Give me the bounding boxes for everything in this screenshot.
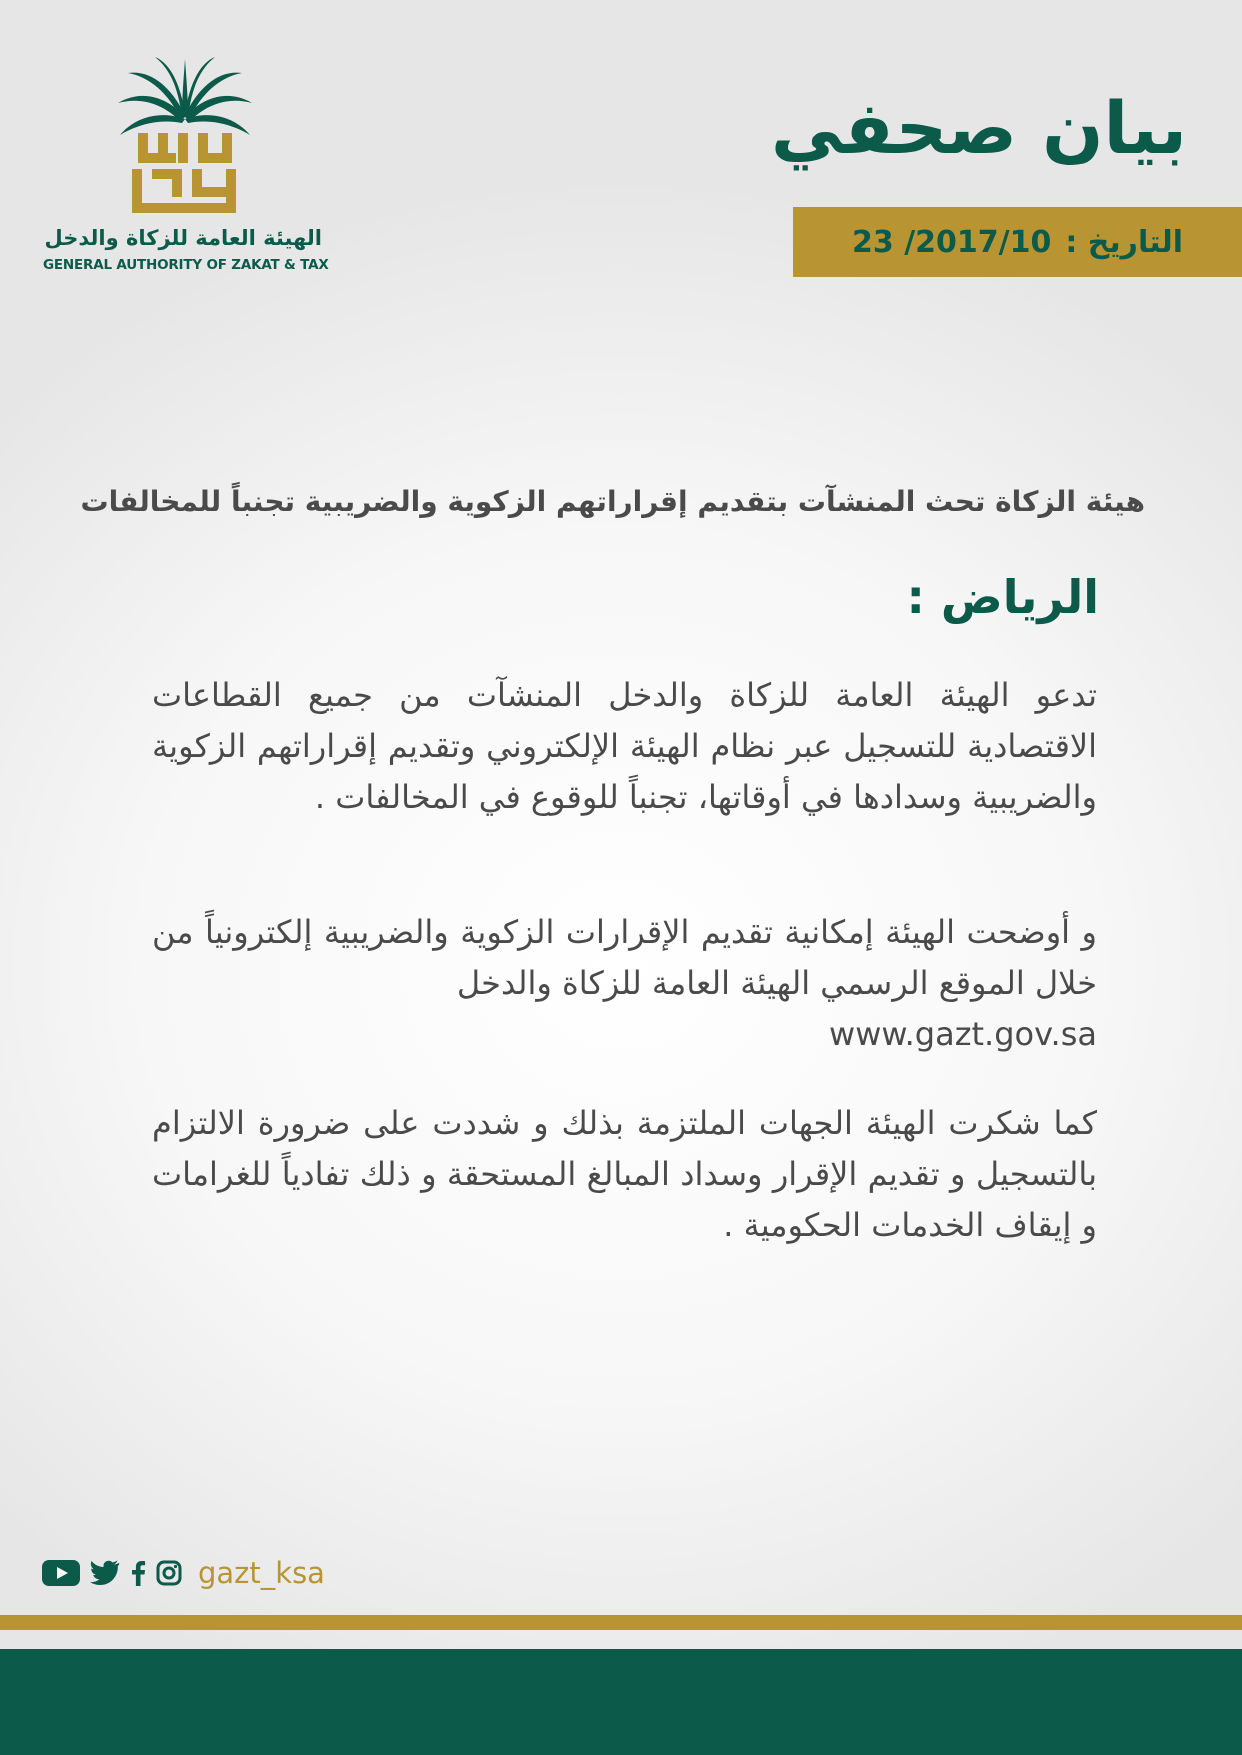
website-link[interactable]: www.gazt.gov.sa [829, 1015, 1097, 1053]
dateline-city: الرياض : [906, 570, 1099, 624]
facebook-icon[interactable] [130, 1560, 146, 1586]
instagram-icon[interactable] [156, 1560, 182, 1586]
article-headline: هيئة الزكاة تحث المنشآت بتقديم إقراراتهم الزكوية والضريبية تجنباً للمخالفات [80, 485, 1145, 518]
date-bar [793, 207, 1242, 277]
paragraph-2-text: و أوضحت الهيئة إمكانية تقديم الإقرارات الزكوية والضريبية إلكترونياً من خلال الموقع الرسمي الهيئة العامة للزكاة والدخل [152, 913, 1097, 1002]
organization-name-arabic: الهيئة العامة للزكاة والدخل [44, 226, 322, 250]
footer-gold-divider [0, 1615, 1242, 1630]
page-title: بيان صحفي [770, 86, 1187, 170]
paragraph-3: كما شكرت الهيئة الجهات الملتزمة بذلك و شددت على ضرورة الالتزام بالتسجيل و تقديم الإقرار وسداد المبالغ المستحقة و ذلك تفادياً للغرامات و إيقاف الخدمات الحكومية . [152, 1104, 1097, 1244]
youtube-icon[interactable] [42, 1560, 80, 1586]
date-label: التاريخ : [1065, 224, 1184, 260]
organization-name-english: GENERAL AUTHORITY OF ZAKAT & TAX [43, 257, 329, 273]
social-handle[interactable]: gazt_ksa [198, 1556, 325, 1590]
date-value: 23 /2017/10 [852, 224, 1052, 260]
social-links [42, 1556, 325, 1590]
paragraph-1: تدعو الهيئة العامة للزكاة والدخل المنشآت من جميع القطاعات الاقتصادية للتسجيل عبر نظام الهيئة الإلكتروني وتقديم إقراراتهم الزكوية والضريبية وسدادها في أوقاتها، تجنباً للوقوع في المخالفات . [152, 676, 1097, 816]
organization-logo [40, 55, 340, 285]
footer-bar [0, 1649, 1242, 1755]
palm-logo-icon [110, 55, 260, 217]
twitter-icon[interactable] [90, 1560, 120, 1586]
paragraph-2 [152, 907, 1097, 1060]
